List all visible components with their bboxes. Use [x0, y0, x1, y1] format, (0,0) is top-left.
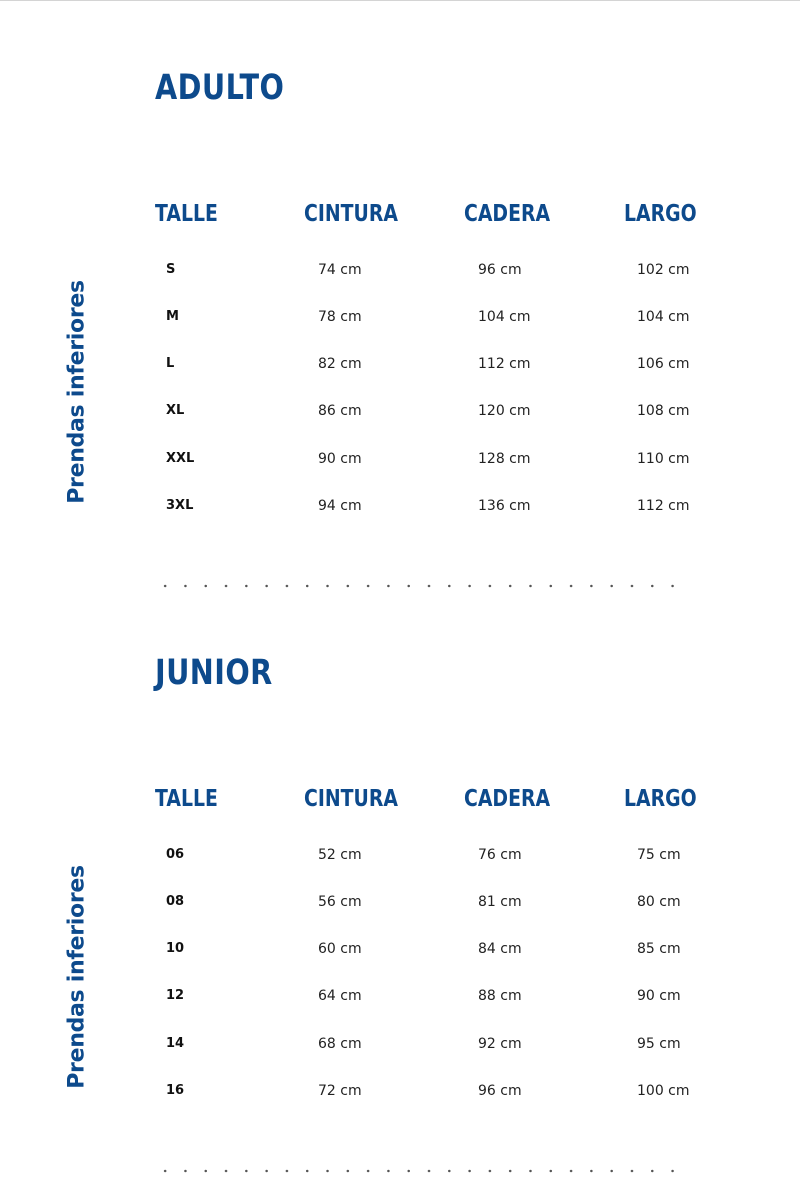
dotted-divider: [155, 1169, 685, 1173]
cadera-cell: 120 cm: [478, 403, 531, 419]
size-cell: L: [166, 356, 175, 371]
size-cell: 16: [166, 1083, 185, 1098]
largo-cell: 85 cm: [637, 941, 681, 957]
size-cell: M: [166, 309, 179, 324]
cintura-cell: 78 cm: [318, 309, 362, 325]
section-title: ADULTO: [155, 68, 285, 108]
largo-cell: 95 cm: [637, 1036, 681, 1052]
table-row: [0, 984, 800, 1008]
cadera-cell: 84 cm: [478, 941, 522, 957]
table-row: [0, 447, 800, 471]
size-cell: 14: [166, 1036, 185, 1051]
cintura-cell: 74 cm: [318, 262, 362, 278]
largo-cell: 106 cm: [637, 356, 690, 372]
size-cell: 08: [166, 894, 185, 909]
side-label: Prendas inferiores: [64, 865, 90, 1089]
largo-cell: 100 cm: [637, 1083, 690, 1099]
size-cell: XXL: [166, 451, 195, 466]
table-row: [0, 494, 800, 518]
column-header-largo: LARGO: [624, 786, 697, 812]
cadera-cell: 104 cm: [478, 309, 531, 325]
cintura-cell: 56 cm: [318, 894, 362, 910]
largo-cell: 108 cm: [637, 403, 690, 419]
cadera-cell: 96 cm: [478, 262, 522, 278]
table-row: [0, 305, 800, 329]
table-row: [0, 352, 800, 376]
table-row: [0, 890, 800, 914]
column-header-cadera: CADERA: [464, 201, 551, 227]
section-title: JUNIOR: [155, 653, 273, 693]
size-cell: 06: [166, 847, 185, 862]
size-cell: 3XL: [166, 498, 194, 513]
largo-cell: 80 cm: [637, 894, 681, 910]
cadera-cell: 128 cm: [478, 451, 531, 467]
table-row: [0, 1079, 800, 1103]
cintura-cell: 64 cm: [318, 988, 362, 1004]
size-table: [0, 585, 800, 1170]
cadera-cell: 81 cm: [478, 894, 522, 910]
largo-cell: 110 cm: [637, 451, 690, 467]
column-header-talle: TALLE: [155, 786, 218, 812]
column-header-largo: LARGO: [624, 201, 697, 227]
size-cell: S: [166, 262, 176, 277]
table-row: [0, 399, 800, 423]
cadera-cell: 136 cm: [478, 498, 531, 514]
column-header-cintura: CINTURA: [304, 201, 398, 227]
cadera-cell: 76 cm: [478, 847, 522, 863]
table-row: [0, 1032, 800, 1056]
largo-cell: 104 cm: [637, 309, 690, 325]
column-header-cintura: CINTURA: [304, 786, 398, 812]
side-label: Prendas inferiores: [64, 280, 90, 504]
size-cell: 10: [166, 941, 185, 956]
cadera-cell: 96 cm: [478, 1083, 522, 1099]
column-header-cadera: CADERA: [464, 786, 551, 812]
cintura-cell: 72 cm: [318, 1083, 362, 1099]
cintura-cell: 68 cm: [318, 1036, 362, 1052]
largo-cell: 112 cm: [637, 498, 690, 514]
largo-cell: 102 cm: [637, 262, 690, 278]
table-row: [0, 258, 800, 282]
cintura-cell: 60 cm: [318, 941, 362, 957]
cadera-cell: 92 cm: [478, 1036, 522, 1052]
table-row: [0, 843, 800, 867]
cintura-cell: 90 cm: [318, 451, 362, 467]
column-header-talle: TALLE: [155, 201, 218, 227]
cintura-cell: 86 cm: [318, 403, 362, 419]
largo-cell: 75 cm: [637, 847, 681, 863]
junior-section: [0, 585, 800, 1170]
table-row: [0, 937, 800, 961]
size-cell: 12: [166, 988, 185, 1003]
cintura-cell: 82 cm: [318, 356, 362, 372]
size-table: [0, 0, 800, 585]
cintura-cell: 52 cm: [318, 847, 362, 863]
adulto-section: [0, 0, 800, 585]
cintura-cell: 94 cm: [318, 498, 362, 514]
size-cell: XL: [166, 403, 185, 418]
cadera-cell: 112 cm: [478, 356, 531, 372]
cadera-cell: 88 cm: [478, 988, 522, 1004]
largo-cell: 90 cm: [637, 988, 681, 1004]
